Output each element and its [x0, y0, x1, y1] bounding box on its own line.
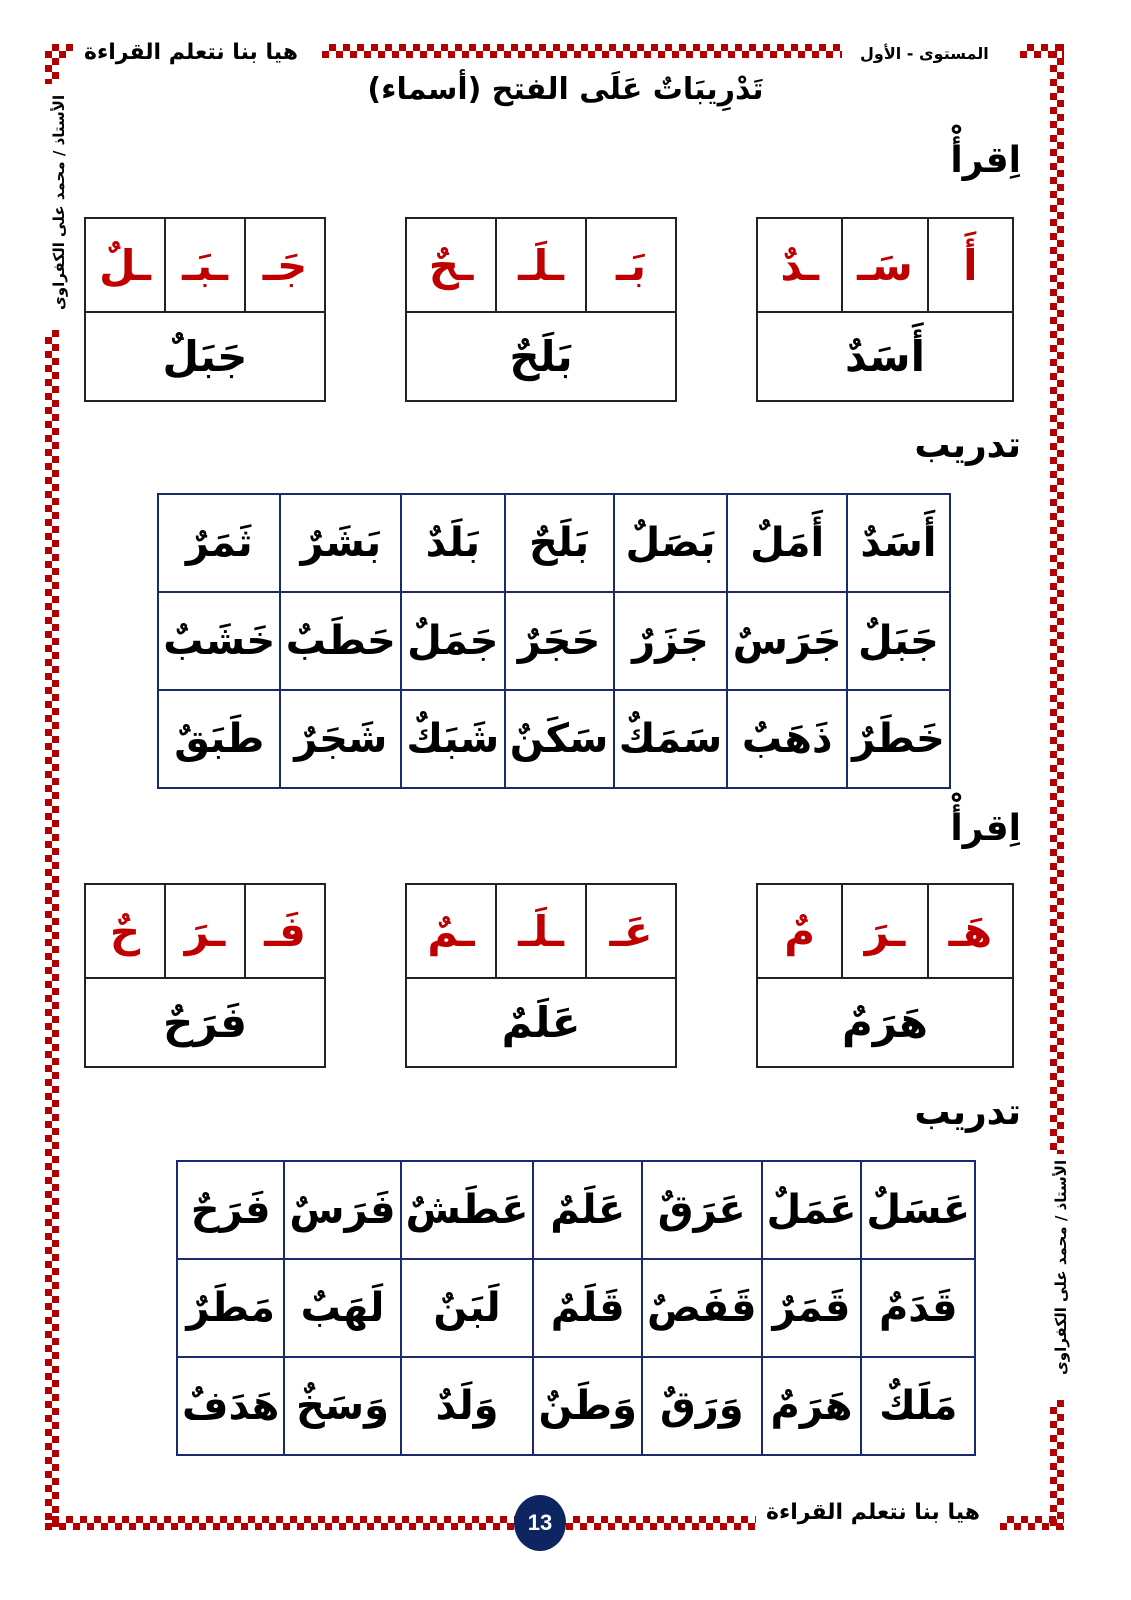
series-title-header: هيا بنا نتعلم القراءة [84, 40, 298, 65]
word-cell: طَبَقٌ [158, 690, 280, 788]
letter-cell: حٌ [109, 906, 141, 956]
border-bottom-right [1000, 1516, 1064, 1530]
border-bottom-middle [566, 1516, 756, 1530]
word-cell: جَرَسٌ [727, 592, 846, 690]
read-heading-2: اِقرأْ [950, 808, 1021, 849]
word-cell: خَطَرٌ [847, 690, 950, 788]
letter-cell: بَـ [585, 219, 675, 311]
letter-cell: سَـ [841, 219, 926, 311]
border-left [45, 330, 59, 1530]
word-cell: عَمَلٌ [762, 1161, 862, 1259]
letter-cell: جَـ [244, 219, 324, 311]
word-cell: مَلَكٌ [861, 1357, 975, 1455]
word-card-balah [405, 217, 677, 402]
letter-cell: فَـ [244, 885, 324, 977]
word-cell: قَدَمٌ [861, 1259, 975, 1357]
word-cell: لَهَبٌ [284, 1259, 400, 1357]
drill-heading-1: تدريب [914, 425, 1021, 466]
read-heading-1: اِقرأْ [950, 140, 1021, 181]
letter-row [758, 219, 1012, 313]
series-title-footer: هيا بنا نتعلم القراءة [766, 1500, 980, 1525]
word-cell: عَطَشٌ [401, 1161, 534, 1259]
table-row [158, 494, 950, 592]
word-cell: حَطَبٌ [280, 592, 401, 690]
word-card-farah [84, 883, 326, 1068]
whole-word: عَلَمٌ [501, 998, 581, 1047]
letter-cell: ـحٌ [428, 240, 474, 290]
word-cell: هَدَفٌ [177, 1357, 284, 1455]
word-cell: مَطَرٌ [177, 1259, 284, 1357]
word-cell: عَرَقٌ [642, 1161, 762, 1259]
letter-row [407, 885, 675, 979]
letter-cell: ـلَـ [495, 885, 585, 977]
word-cell: هَرَمٌ [762, 1357, 862, 1455]
word-cell: عَسَلٌ [861, 1161, 975, 1259]
letter-cell: ـلَـ [495, 219, 585, 311]
whole-word: بَلَحٌ [509, 332, 573, 381]
whole-word: فَرَحٌ [163, 998, 247, 1047]
word-cell: وَلَدٌ [401, 1357, 534, 1455]
word-cell: لَبَنٌ [401, 1259, 534, 1357]
word-cell: بَصَلٌ [614, 494, 728, 592]
word-cell: جَزَرٌ [614, 592, 728, 690]
word-card-alam [405, 883, 677, 1068]
word-cell: قَفَصٌ [642, 1259, 762, 1357]
letter-cell: عَـ [585, 885, 675, 977]
word-cell: خَشَبٌ [158, 592, 280, 690]
word-cell: قَلَمٌ [533, 1259, 642, 1357]
author-credit-left: الأستاذ / محمد على الكفراوى [50, 95, 68, 311]
word-cell: وَطَنٌ [533, 1357, 642, 1455]
letter-row [86, 219, 324, 313]
drill-heading-2: تدريب [914, 1092, 1021, 1133]
table-row [158, 592, 950, 690]
word-cell: شَبَكٌ [401, 690, 504, 788]
letter-cell: مٌ [784, 906, 816, 956]
page-title: تَدْرِيبَاتٌ عَلَى الفتح (أسماء) [367, 72, 764, 107]
drill-table-1 [157, 493, 951, 789]
word-cell: قَمَرٌ [762, 1259, 862, 1357]
table-row [177, 1357, 975, 1455]
letter-row [86, 885, 324, 979]
word-cell: سَمَكٌ [614, 690, 728, 788]
word-cell: أَسَدٌ [847, 494, 950, 592]
word-cell: بَشَرٌ [280, 494, 401, 592]
letter-cell: ـرَ [841, 885, 926, 977]
letter-cell: ـدٌ [780, 240, 819, 290]
border-right [1050, 44, 1064, 1154]
border-right-bottom [1050, 1400, 1064, 1530]
word-card-haram [756, 883, 1014, 1068]
letter-cell: أَ [927, 219, 1012, 311]
border-top-middle [322, 44, 842, 58]
word-cell: فَرَحٌ [177, 1161, 284, 1259]
word-cell: سَكَنٌ [505, 690, 614, 788]
letter-row [407, 219, 675, 313]
whole-word: أَسَدٌ [845, 332, 925, 381]
table-row [177, 1259, 975, 1357]
word-cell: جَمَلٌ [401, 592, 504, 690]
table-row [158, 690, 950, 788]
word-cell: شَجَرٌ [280, 690, 401, 788]
word-card-jabal [84, 217, 326, 402]
letter-cell: ـبَـ [164, 219, 244, 311]
word-card-asad [756, 217, 1014, 402]
word-cell: فَرَسٌ [284, 1161, 400, 1259]
word-cell: بَلَدٌ [401, 494, 504, 592]
level-label: المستوى - الأول [860, 44, 989, 63]
whole-word: هَرَمٌ [841, 998, 929, 1047]
word-cell: وَرَقٌ [642, 1357, 762, 1455]
drill-table-2 [176, 1160, 976, 1456]
page-number-badge: 13 [514, 1495, 566, 1551]
table-row [177, 1161, 975, 1259]
word-cell: ثَمَرٌ [158, 494, 280, 592]
author-credit-right: الأستاذ / محمد على الكفراوى [1052, 1160, 1070, 1376]
word-cell: جَبَلٌ [847, 592, 950, 690]
border-bottom-left [45, 1516, 515, 1530]
word-cell: بَلَحٌ [505, 494, 614, 592]
letter-cell: ـرَ [164, 885, 244, 977]
word-cell: وَسَخٌ [284, 1357, 400, 1455]
letter-row [758, 885, 1012, 979]
letter-cell: ـلٌ [99, 240, 151, 290]
word-cell: حَجَرٌ [505, 592, 614, 690]
word-cell: أَمَلٌ [727, 494, 846, 592]
letter-cell: ـمٌ [427, 906, 475, 956]
word-cell: ذَهَبٌ [727, 690, 846, 788]
whole-word: جَبَلٌ [162, 332, 248, 381]
letter-cell: هَـ [927, 885, 1012, 977]
word-cell: عَلَمٌ [533, 1161, 642, 1259]
